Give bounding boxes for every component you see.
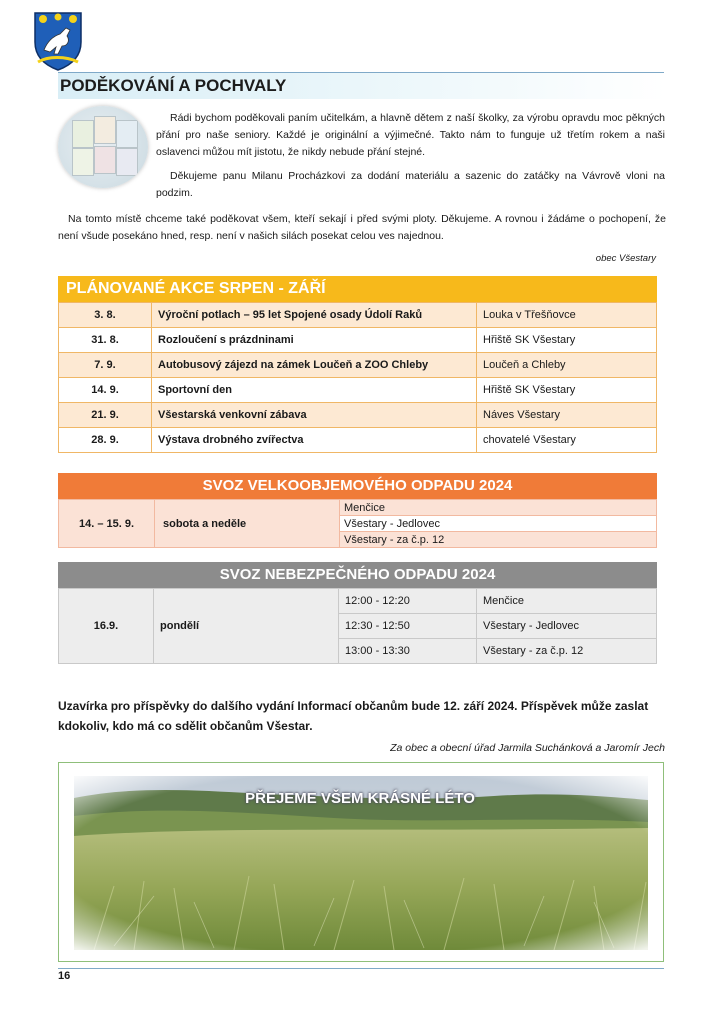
hazardous-waste-place: Všestary - Jedlovec [477, 614, 657, 639]
table-row [59, 428, 657, 453]
table-row [59, 403, 657, 428]
deadline-signature: Za obec a obecní úřad Jarmila Suchánková a Jaromír Jech [390, 742, 665, 754]
municipal-crest-icon [32, 10, 84, 72]
event-date: 21. 9. [59, 403, 152, 428]
hazardous-waste-date: 16.9. [59, 589, 154, 664]
event-date: 28. 9. [59, 428, 152, 453]
events-table [58, 302, 657, 453]
bulky-waste-day: sobota a neděle [155, 500, 340, 548]
bulky-waste-table [58, 499, 657, 548]
event-name: Rozloučení s prázdninami [152, 328, 477, 353]
event-place: Hřiště SK Všestary [477, 378, 657, 403]
hazardous-waste-day: pondělí [154, 589, 339, 664]
table-row [59, 353, 657, 378]
thanks-signature: obec Všestary [595, 253, 656, 264]
event-date: 31. 8. [59, 328, 152, 353]
table-row [59, 378, 657, 403]
hazardous-waste-place: Menčice [477, 589, 657, 614]
events-title: PLÁNOVANÉ AKCE SRPEN - ZÁŘÍ [58, 276, 657, 302]
hazardous-waste-table [58, 588, 657, 664]
section-title-thanks: PODĚKOVÁNÍ A POCHVALY [58, 73, 666, 99]
table-row [59, 500, 657, 516]
event-name: Autobusový zájezd na zámek Loučeň a ZOO Chleby [152, 353, 477, 378]
bulky-waste-date: 14. – 15. 9. [59, 500, 155, 548]
hazardous-waste-time: 12:00 - 12:20 [339, 589, 477, 614]
event-date: 14. 9. [59, 378, 152, 403]
event-place: Hřiště SK Všestary [477, 328, 657, 353]
event-date: 3. 8. [59, 303, 152, 328]
event-name: Sportovní den [152, 378, 477, 403]
event-place: chovatelé Všestary [477, 428, 657, 453]
hazardous-waste-title: SVOZ NEBEZPEČNÉHO ODPADU 2024 [58, 562, 657, 588]
page-number: 16 [58, 970, 71, 982]
table-row [59, 303, 657, 328]
event-place: Louka v Třešňovce [477, 303, 657, 328]
bulky-waste-location: Menčice [340, 500, 657, 516]
bulky-waste-title: SVOZ VELKOOBJEMOVÉHO ODPADU 2024 [58, 473, 657, 499]
event-name: Všestarská venkovní zábava [152, 403, 477, 428]
thanks-paragraph-1: Rádi bychom poděkovali paním učitelkám, a hlavně dětem z naší školky, za výrobu opravdu moc pěkných přání pro naše seniory. Každé je originální a výjimečné. Takto nám to funguje už třetím rokem a naši oslavenci můžou mít jistotu, že nikdy nebude přání stejné. [156, 112, 665, 158]
footer-rule [58, 968, 664, 969]
hazardous-waste-time: 13:00 - 13:30 [339, 639, 477, 664]
event-name: Výstava drobného zvířectva [152, 428, 477, 453]
deadline-notice: Uzavírka pro příspěvky do dalšího vydání Informací občanům bude 12. září 2024. Příspěvek může zaslat kdokoliv, kdo má co sdělit občanům Všestar. [58, 699, 649, 733]
hazardous-waste-time: 12:30 - 12:50 [339, 614, 477, 639]
hazardous-waste-place: Všestary - za č.p. 12 [477, 639, 657, 664]
thanks-paragraph-2: Děkujeme panu Milanu Procházkovi za dodání materiálu a sazenic do zatáčky na Vávrově vloni na podzim. [156, 170, 665, 199]
event-date: 7. 9. [59, 353, 152, 378]
event-name: Výroční potlach – 95 let Spojené osady Údolí Raků [152, 303, 477, 328]
table-row [59, 589, 657, 614]
banner-greeting: PŘEJEME VŠEM KRÁSNÉ LÉTO [245, 790, 475, 807]
thanks-paragraph-3: Na tomto místě chceme také poděkovat všem, kteří sekají i před svými ploty. Děkujeme. A rovnou i žádáme o pochopení, že není všude posekáno hned, resp. není v našich silách posekat celou ves najednou. [58, 213, 666, 242]
bulky-waste-location: Všestary - Jedlovec [340, 516, 657, 532]
table-row [59, 328, 657, 353]
event-place: Náves Všestary [477, 403, 657, 428]
bulky-waste-location: Všestary - za č.p. 12 [340, 532, 657, 548]
event-place: Loučeň a Chleby [477, 353, 657, 378]
greeting-cards-photo [58, 106, 148, 188]
